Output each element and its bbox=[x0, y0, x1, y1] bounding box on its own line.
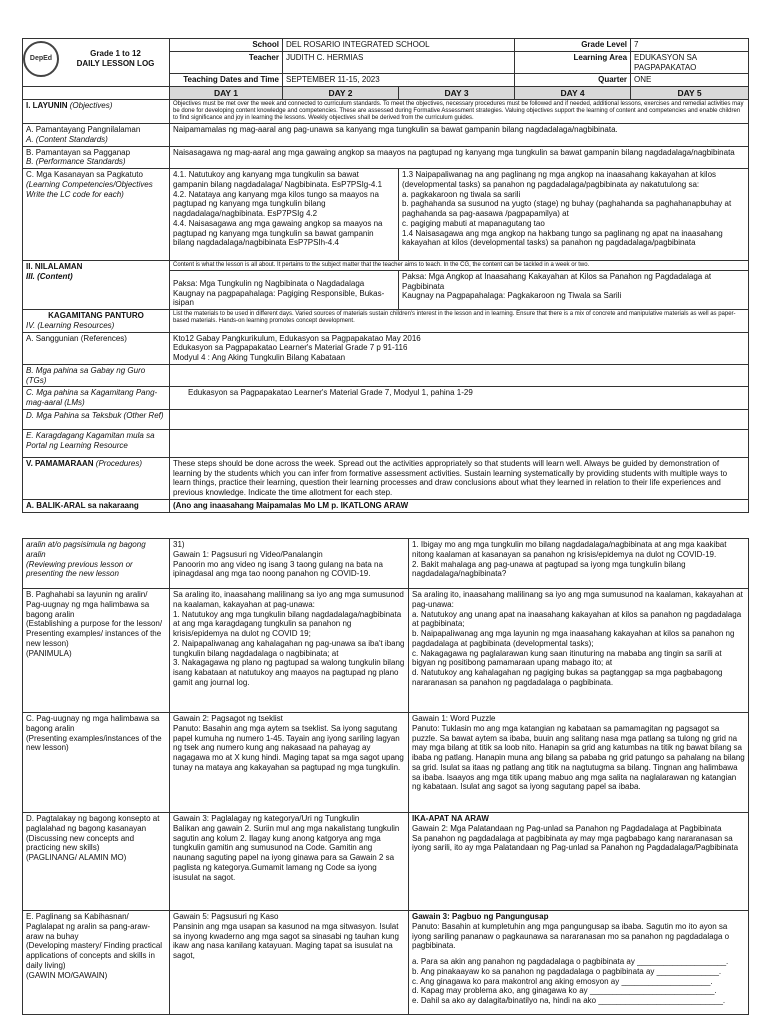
purpose-label: B. Paghahabi sa layunin ng aralin/ Pag-uugnay ng mga halimbawa sa bagong aralin (Establishing a purpose for the lesson/ Presenting examples/ instances of the new lesson) (PANIMULA) bbox=[23, 589, 170, 713]
purpose-right-item: b. Naipapaliwanag ang mga layunin ng mga inaasahang kakayahan at kilos sa panahon ng pagdadalaga at pagbibinata (developmental tasks); bbox=[412, 629, 735, 648]
pamaraan-label: V. PAMAMARAAN bbox=[26, 458, 94, 468]
pamaraan-label-cell bbox=[23, 457, 170, 499]
day-1-header: DAY 1 bbox=[170, 87, 283, 100]
competencies-label: C. Mga Kasanayan sa Pagkatuto bbox=[26, 170, 143, 180]
review-lesson-label: aralin at/o pagsisimula ng bagong aralin (Reviewing previous lesson or presenting the new lesson bbox=[23, 539, 170, 589]
balik-aral-label: A. BALIK-ARAL sa nakaraang bbox=[23, 499, 170, 512]
quarter-label: Quarter bbox=[515, 74, 631, 87]
quarter-value: ONE bbox=[631, 74, 749, 87]
day-5-header: DAY 5 bbox=[631, 87, 749, 100]
discussion-right-cell bbox=[409, 813, 749, 911]
lm-value: Edukasyon sa Pagpapakatao Learner's Material Grade 7, Modyul 1, pahina 1-29 bbox=[170, 387, 749, 410]
competencies-left: 4.1. Natutukoy ang kanyang mga tungkulin sa bawat gampanin bilang nagdadalaga/ Nagbibinata. EsP7PSIg-4.1 4.2. Natataya ang kanyang mga kilos tungo sa maayos na pagtupad ng kanyang mga tungkulin bilang nagdadalaga/nagbibinata. EsP7PSIg 4.2 4.4. Naisasagawa ang mga gawaing angkop sa maayos na pagtupad ng kanyang mga tungkulin sa bawat gampanin bilang nagdadalaga/nagbibinata EsP7PSIh-4.4 bbox=[170, 169, 399, 261]
examples-left: Gawain 2: Pagsagot ng tseklist Panuto: Basahin ang mga aytem sa tseklist. Sa iyong sagutang papel kumuha ng numero 1-45. Tayain ang iyong sariling lagyan ng tsek ang numero kung ang nakasaad na pahayag ay nagagawa mo at X kung hindi. Maging tapat sa mga sagot upang tunay na mataya ang kakayahan sa pagtupad ng mga tungkulin. bbox=[170, 713, 409, 813]
day-2-header: DAY 2 bbox=[283, 87, 399, 100]
lm-label: C. Mga pahina sa Kagamitang Pang-mag-aaral (LMs) bbox=[23, 387, 170, 410]
purpose-left-intro: Sa araling ito, inaasahang malilinang sa iyo ang mga sumusunod na kaalaman, kakayahan at pag-unawa: bbox=[173, 590, 404, 609]
purpose-right-item: d. Natutukoy ang kahalagahan ng pagiging bukas sa pagtanggap sa mga pagbabagong nararanasan sa panahon ng pagdadalaga o pagbibinata. bbox=[412, 668, 723, 687]
purpose-right-item: a. Natutukoy ang unang apat na inaasahang kakayahan at kilos sa panahon ng pagdadalaga at pagbibinata; bbox=[412, 609, 742, 629]
teksbuk-label: D. Mga Pahina sa Teksbuk (Other Ref) bbox=[23, 409, 170, 429]
performance-standards-label: B. Pamantayan sa Pagganap bbox=[26, 147, 131, 157]
area-value: EDUKASYON SA PAGPAPAKATAO bbox=[631, 51, 749, 74]
dates-value: SEPTEMBER 11-15, 2023 bbox=[283, 74, 515, 87]
nilalaman-label-cell bbox=[23, 261, 170, 310]
competencies-label-cell bbox=[23, 169, 170, 261]
day-corner bbox=[23, 87, 170, 100]
mastery-right: Panuto: Basahin at kumpletuhin ang mga pangungusap sa ibaba. Sagutin mo ito ayon sa iyong sariling pananaw o pagkaunawa sa nararanasan mo sa panahon ng pagdadalaga o pagbibinata. bbox=[412, 921, 730, 951]
mastery-right-item: e. Dahil sa ako ay dalagita/binatilyo na, hindi na ako ____________________________. bbox=[412, 996, 726, 1005]
discussion-label: D. Pagtalakay ng bagong konsepto at paglalahad ng bagong kasanayan (Discussing new concepts and practicing new skills) (PAGLINANG/ ALAMIN MO) bbox=[23, 813, 170, 911]
header-title-cell bbox=[23, 39, 170, 87]
nilalaman-right: Paksa: Mga Angkop at Inaasahang Kakayahan at Kilos sa Panahon ng Pagdadalaga at Pagbibinata Kaugnay na Pagpapahalaga: Pagkakaroon ng Tiwala sa Sarili bbox=[399, 270, 749, 309]
dll-page-2 bbox=[22, 538, 748, 1015]
kagamitan-label: KAGAMITANG PANTURO bbox=[48, 311, 144, 321]
grade-value: 7 bbox=[631, 39, 749, 52]
kagamitan-sub: IV. (Learning Resources) bbox=[26, 320, 115, 330]
review-lesson-left: 31) Gawain 1: Pagsusuri ng Video/Panalangin Panoorin mo ang video ng isang 3 taong gulang na bata na ipinagdasal ang mga tao noong panahon ng COVID-19. bbox=[170, 539, 409, 589]
purpose-left-item: 1. Natutukoy ang mga tungkulin bilang nagdadalaga/nagbibinata at ang mga karagdagang tungkulin sa panahon ng krisis/epidemya na dulot ng COVID 19; bbox=[173, 609, 402, 638]
performance-standards-label-cell bbox=[23, 146, 170, 169]
gabay-label: B. Mga pahina sa Gabay ng Guro (TGs) bbox=[23, 364, 170, 387]
grade-label: Grade Level bbox=[515, 39, 631, 52]
dates-label: Teaching Dates and Time bbox=[170, 74, 283, 87]
dll-table-page-2 bbox=[22, 538, 749, 1015]
performance-standards-sub: B. (Performance Standards) bbox=[26, 157, 126, 167]
dll-table-page-1 bbox=[22, 38, 749, 513]
sanggunian-label: A. Sanggunian (References) bbox=[23, 332, 170, 364]
area-label: Learning Area bbox=[515, 51, 631, 74]
mastery-right-item: d. Kapag may problema ako, ang ginagawa ko ay ____________________________. bbox=[412, 986, 717, 996]
nilalaman-note: Content is what the lesson is all about. It pertains to the subject matter that the teacher aims to teach. In the CG, the content can be tackled in a week or two. bbox=[170, 261, 749, 271]
day-3-header: DAY 3 bbox=[399, 87, 515, 100]
performance-standards-value: Naisasagawa ng mag-aaral ang mga gawaing angkop sa maayos na pagtupad ng kanyang mga tungkulin sa bawat gampanin bilang nagdadalaga/nagbibinata bbox=[170, 146, 749, 169]
layunin-sub: (Objectives) bbox=[69, 101, 113, 111]
dll-page-1 bbox=[22, 38, 748, 513]
content-standards-sub: A. (Content Standards) bbox=[26, 134, 108, 144]
examples-right: Gawain 1: Word Puzzle Panuto: Tuklasin mo ang mga katangian ng kabataan sa pamamagitan ng pagsagot sa puzzle. Sa bawat aytem sa ibaba, buuin ang salitang nasa mga patlang sa tulong ng grid na may mga bilang at titik sa loob nito. Hanapin sa grid ang katumbas na titik ng bawat bilang sa ibaba ng patlang. Hanapin muna ang bilang sa pababa ng grid patungo sa pahalang na bilang sa grid. Isulat sa itaas ng patlang ang titik na nagtutugma sa bilang. Tingnan ang halimbawa sa ibaba. Isaayos ang mga titik upang mabuo ang mga salita na naglalarawan ng katangian ng kabataan. Isulat ang sagot sa iyong sagutang papel sa ibaba. bbox=[409, 713, 749, 813]
kagamitan-note: List the materials to be used in different days. Varied sources of materials sustain children's interest in the lesson and in learning. Ensure that there is a mix of concrete and manipulative materials as well as paper-based materials. Hands-on learning promotes concept development. bbox=[170, 310, 749, 333]
mastery-right-cell bbox=[409, 911, 749, 1015]
kagamitan-label-cell bbox=[23, 310, 170, 333]
school-value: DEL ROSARIO INTEGRATED SCHOOL bbox=[283, 39, 515, 52]
mastery-right-item: b. Ang pinakaayaw ko sa panahon ng pagdadalaga o pagbibinata ay ______________. bbox=[412, 966, 722, 976]
nilalaman-left: Paksa: Mga Tungkulin ng Nagbibinata o Nagdadalaga Kaugnay na pagpapahalaga: Pagiging Responsible, Bukas-isipan bbox=[170, 270, 399, 309]
mastery-label: E. Paglinang sa Kabihasnan/ Paglalapat ng aralin sa pang-araw-araw na buhay (Developing mastery/ Finding practical applications of concepts and skills in daily living) (GAWIN MO/GAWAIN) bbox=[23, 911, 170, 1015]
purpose-left-cell bbox=[170, 589, 409, 713]
sanggunian-value: Kto12 Gabay Pangkurikulum, Edukasyon sa Pagpapakatao May 2016 Edukasyon sa Pagpapakatao Learner's Material Grade 7 p 91-116 Modyul 4 : Ang Aking Tungkulin Bilang Kabataan bbox=[170, 332, 749, 364]
competencies-right: 1.3 Naipapaliwanag na ang paglinang ng mga angkop na inaasahang kakayahan at kilos (developmental tasks) sa panahon ng pagdadalaga/pagbibinata ay nakatutulong sa: a. pagkakaroon ng tiwala sa sarili b. paghahanda sa susunod na yugto (stage) ng buhay (paghahanda sa paghahanapbuhay at paghahanda sa pag-aasawa /pagpapamilya) at c. pagiging mabuti at mapanagutang tao 1.4 Naisasagawa ang mga angkop na hakbang tungo sa paglinang ng apat na inaasahang kakayahan at kilos (developmental tasks) sa panahon ng pagdadalaga/pagbibinata bbox=[399, 169, 749, 261]
form-title: Grade 1 to 12 bbox=[90, 49, 141, 59]
mastery-right-head: Gawain 3: Pagbuo ng Pangungusap bbox=[412, 912, 549, 921]
teacher-value: JUDITH C. HERMIAS bbox=[283, 51, 515, 74]
mastery-left: Gawain 5: Pagsusuri ng Kaso Pansinin ang mga usapan sa kasunod na mga sitwasyon. Isulat sa inyong kwaderno ang mga sagot sa sinasabi ng tauhan kung ikaw ang nasa kanilang katayuan. Maging tapat sa isusulat na sagot, bbox=[170, 911, 409, 1015]
layunin-note: Objectives must be met over the week and connected to curriculum standards. To meet the objectives, necessary procedures must be followed and if needed, additional lessons, exercises and remedial activities may be done for developing content knowledge and competencies. These are assessed during Formative Assessment strategies. Valuing objectives support the learning of content and competencies and enable children to find significance and joy in learning the lessons. Weekly objectives shall be derived from the curriculum guides. bbox=[170, 100, 749, 124]
balik-aral-value: (Ano ang inaasahang Maipamalas Mo LM p. IKATLONG ARAW bbox=[170, 499, 749, 512]
pamaraan-sub: (Procedures) bbox=[95, 458, 143, 468]
competencies-sub: (Learning Competencies/Objectives Write the LC code for each) bbox=[26, 179, 153, 199]
layunin-label: I. LAYUNIN bbox=[26, 101, 68, 111]
purpose-right-cell bbox=[409, 589, 749, 713]
learning-resource-value bbox=[170, 429, 749, 457]
content-standards-label: A. Pamantayang Pangnilalaman bbox=[26, 125, 141, 135]
deped-logo-icon: DepEd bbox=[23, 41, 59, 77]
nilalaman-sub: III. (Content) bbox=[26, 271, 73, 281]
nilalaman-label: II. NILALAMAN bbox=[26, 262, 83, 272]
school-label: School bbox=[170, 39, 283, 52]
discussion-right: Gawain 2: Mga Palatandaan ng Pag-unlad sa Panahon ng Pagdadalaga at Pagbibinata Sa panahon ng pagdadalaga at pagbibinata ay may mga pagbabago kang nararanasan sa iyong sarili, ito ay mga Palatandaan ng Pag-unlad sa Panahon ng Pagdadalaga/Pagbibinata bbox=[412, 823, 739, 853]
teacher-label: Teacher bbox=[170, 51, 283, 74]
content-standards-value: Naipamamalas ng mag-aaral ang pag-unawa sa kanyang mga tungkulin sa bawat gampanin bilang nagdadalaga/nagbibinata. bbox=[170, 124, 749, 147]
purpose-left-item: 3. Nakagagawa ng plano ng pagtupad sa walong tungkulin bilang isang kabataan at natutukoy ang maayos na pagtupad ng plano gamit ang journal log. bbox=[173, 658, 405, 687]
discussion-left: Gawain 3: Paglalagay ng kategorya/Uri ng Tungkulin Balikan ang gawain 2. Suriin mul ang mga nakalistang tungkulin sagutin ang kolum 2. Ilagay kung anong katgorya ang mga tungkulin gamitin ang sumusunod na Code. Gamitin ang naunang saguting papel na iyong ginawa para sa Gawain 2 sa paglista ng kategorya.Gumamit lamang ng Code sa iyong isusulat na sagot. bbox=[170, 813, 409, 911]
review-lesson-right: 1. Ibigay mo ang mga tungkulin mo bilang nagdadalaga/nagbibinata at ang mga kaakibat nitong kaalaman at kasanayan sa panahon ng krisis/epidemya na dulot ng COVID-19. 2. Bakit mahalaga ang pag-unawa at pagtupad sa iyong mga tungkulin bilang nagdadalaga/nagbibinata? bbox=[409, 539, 749, 589]
learning-resource-label: E. Karagdagang Kagamitan mula sa Portal ng Learning Resource bbox=[23, 429, 170, 457]
gabay-value bbox=[170, 364, 749, 387]
day-4-header: DAY 4 bbox=[515, 87, 631, 100]
discussion-right-head: IKA-APAT NA ARAW bbox=[412, 814, 489, 823]
examples-label: C. Pag-uugnay ng mga halimbawa sa bagong aralin (Presenting examples/instances of the new lesson) bbox=[23, 713, 170, 813]
pamaraan-note: These steps should be done across the week. Spread out the activities appropriately so that students will learn well. Always be guided by demonstration of learning by the students which you can infer from formative assessment activities. Sustain learning systematically by providing students with multiple ways to learn things, practice their learning, question their learning processes and draw conclusions about what they learned in relation to their life experiences and previous knowledge. Indicate the time allotment for each step. bbox=[170, 457, 749, 499]
layunin-label-cell bbox=[23, 100, 170, 124]
purpose-right-intro: Sa araling ito, inaasahang malilinang sa iyo ang mga sumusunod na kaalaman, kakayahan at pag-unawa: bbox=[412, 590, 743, 609]
purpose-left-item: 2. Naipapaliwanag ang kahalagahan ng pag-unawa sa iba't ibang tungkulin bilang nagdadalaga o nagbibinata; at bbox=[173, 638, 405, 658]
form-subtitle: DAILY LESSON LOG bbox=[76, 59, 155, 68]
mastery-right-item: c. Ang ginagawa ko para makontrol ang aking emosyon ay ____________________. bbox=[412, 976, 713, 986]
content-standards-label-cell bbox=[23, 124, 170, 147]
mastery-right-item: a. Para sa akin ang panahon ng pagdadalaga o pagbibinata ay ____________________. bbox=[412, 957, 729, 966]
teksbuk-value bbox=[170, 409, 749, 429]
purpose-right-item: c. Nakagagawa ng paglalarawan kung saan itinuturing na mababa ang tingin sa sarili at bigyan ng positibong pamamaraan upang mabago ito; at bbox=[412, 648, 722, 668]
